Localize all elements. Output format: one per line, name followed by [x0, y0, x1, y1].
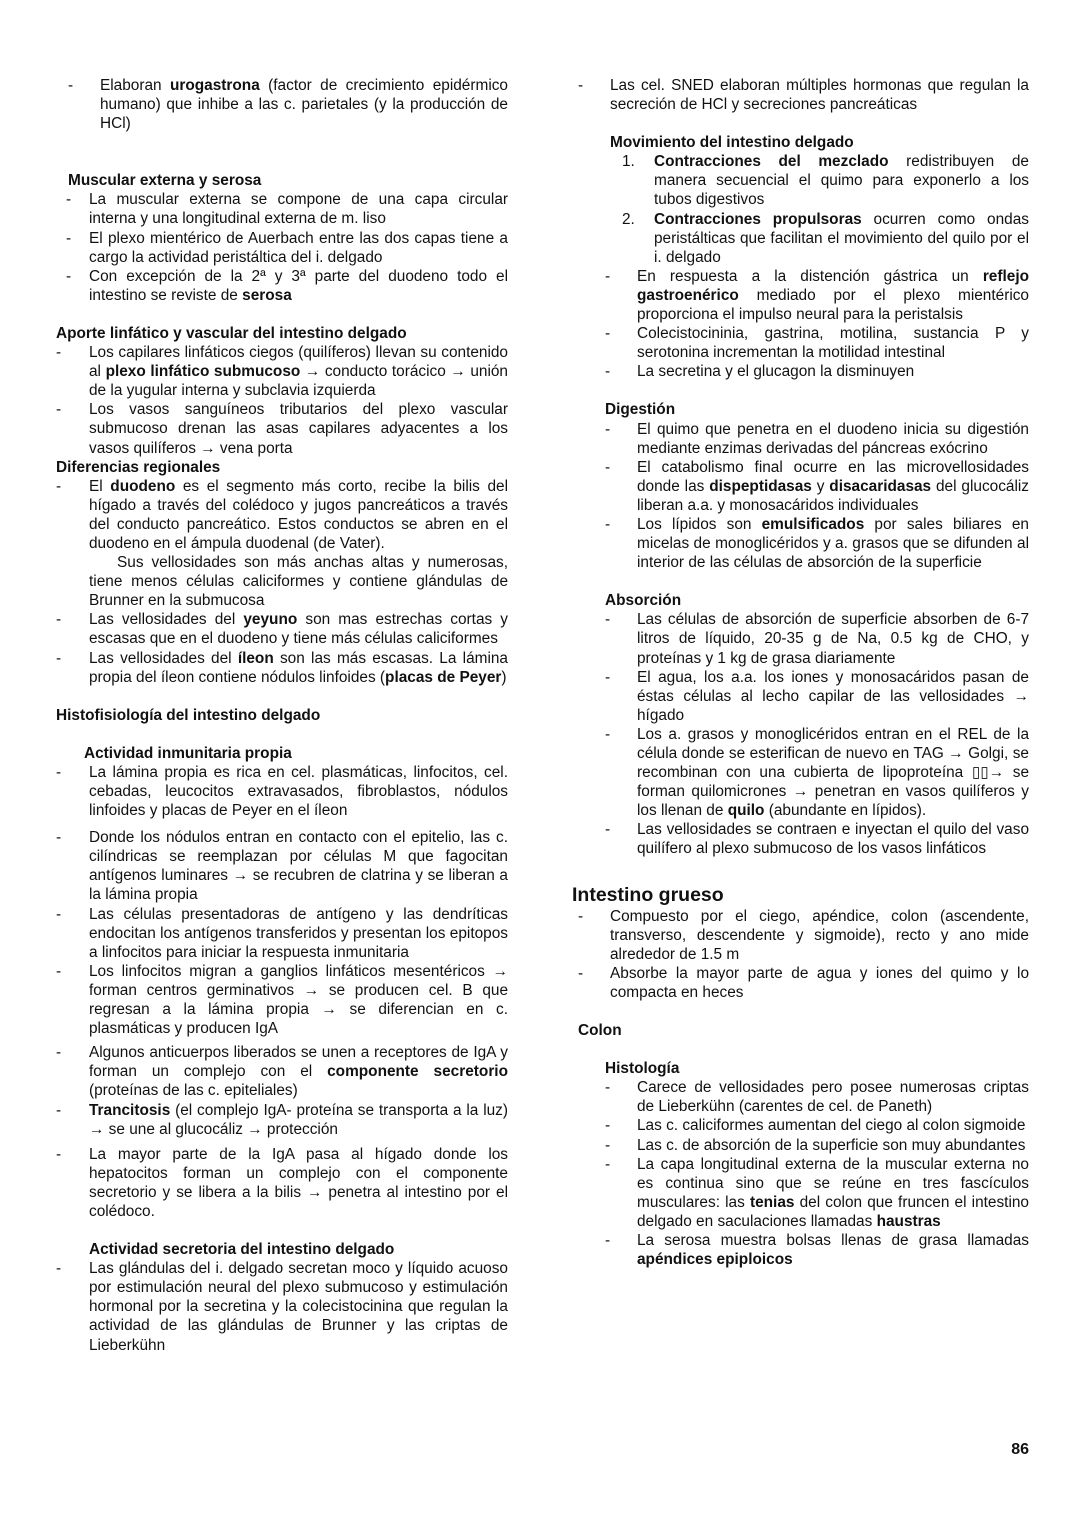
list-item: - Las glándulas del i. delgado secretan moco y líquido acuoso por estimulación neural del plexo submucoso y estimulación hormonal por la secretina y la colecistocinina que regulan la actividad de las glándulas de Brunner y las criptas de Lieberkühn: [56, 1260, 508, 1354]
list-item: - Los a. grasos y monoglicéridos entran en el REL de la célula donde se esterifican de nuevo en TAG → Golgi, se recombinan con una cubierta de lipoproteína ▯▯→ se forman quilomicrones → penetran en vasos quilíferos y los llenan de quilo (abundante en lípidos).: [605, 725, 1029, 820]
list-item: - Compuesto por el ciego, apéndice, colon (ascendente, transverso, descendente y sigmoide), recto y ano mide alrededor de 1.5 m: [578, 907, 1029, 963]
list-item: - La mayor parte de la IgA pasa al hígado donde los hepatocitos forman un complejo con el componente secretorio y se libera a la bilis → penetra al intestino por el colédoco.: [56, 1145, 508, 1220]
list-item: - Algunos anticuerpos liberados se unen a receptores de IgA y forman un complejo con el componente secretorio (proteínas de las c. epiteliales): [56, 1044, 508, 1100]
list-item: - Los linfocitos migran a ganglios linfáticos mesentéricos → forman centros germinativos → se producen cel. B que regresan a la lámina propia → se diferencian en c. plasmáticas y producen IgA: [56, 962, 508, 1038]
list-item: - El quimo que penetra en el duodeno inicia su digestión mediante enzimas derivadas del páncreas exócrino: [605, 420, 1029, 457]
list-item: - Colecistocininia, gastrina, motilina, sustancia P y serotonina incrementan la motilidad intestinal: [605, 325, 1029, 362]
list-item-ileon: - Las vellosidades del íleon son las más escasas. La lámina propia del íleon contiene nódulos linfoides (placas de Peyer): [56, 649, 508, 686]
list-item: - Las c. caliciformes aumentan del ciego al colon sigmoide: [605, 1117, 1026, 1135]
heading-intestino-grueso: Intestino grueso: [572, 883, 724, 906]
list-item: - La lámina propia es rica en cel. plasmáticas, linfocitos, cel. cebadas, leucocitos extravasados, fibroblastos, nódulos linfoides y placas de Peyer en el íleon: [56, 763, 508, 820]
list-item: - Las células presentadoras de antígeno y las dendríticas endocitan los antígenos transferidos y presentan los epitopos a linfocitos para iniciar la respuesta inmunitaria: [56, 905, 508, 961]
list-item: - Las vellosidades se contraen e inyectan el quilo del vaso quilífero al plexo submucoso de los vasos linfáticos: [605, 821, 1029, 858]
list-item: - Las c. de absorción de la superficie son muy abundantes: [605, 1136, 1026, 1154]
list-item: - La secretina y el glucagon la disminuyen: [605, 363, 915, 381]
list-item: - En respuesta a la distención gástrica un reflejo gastroenérico mediado por el plexo mientérico proporciona el impulso neural para la peristalsis: [605, 267, 1029, 324]
numbered-item: 1. Contracciones del mezclado redistribuyen de manera secuencial el quimo para exponerlo a los tubos digestivos: [622, 153, 1029, 209]
heading-absorcion: Absorción: [605, 592, 682, 610]
list-item: - Los vasos sanguíneos tributarios del plexo vascular submucoso drenan las asas capilares adyacentes a los vasos quilíferos → vena porta: [56, 401, 508, 457]
list-item: - Los lípidos son emulsificados por sales biliares en micelas de monoglicéridos y a. grasos que se difunden al interior de las células de absorción de la superficie: [605, 515, 1029, 572]
list-item: - Trancitosis (el complejo IgA- proteína se transporta a la luz) → se une al glucocáliz → protección: [56, 1101, 508, 1138]
list-item-duodeno: - El duodeno es el segmento más corto, recibe la bilis del hígado a través del colédoco y jugos pancreáticos a través del conducto pancreático. Estos conductos se abren en el duodeno en el ámpula duodenal (de Vater). Sus vellosidades son más anchas altas y numerosas, tiene menos células caliciformes y contiene glándulas de Brunner en la submucosa: [56, 477, 508, 610]
heading-aporte-linfatico: Aporte linfático y vascular del intestino delgado: [56, 324, 407, 342]
page-number: 86: [1011, 1441, 1029, 1458]
list-item: - Las células de absorción de superficie absorben de 6-7 litros de líquido, 20-35 g de Na, 0.5 kg de CHO, y proteínas y 1 kg de grasa diariamente: [605, 611, 1029, 667]
list-item: - El agua, los a.a. los iones y monosacáridos pasan de éstas células al lecho capilar de las vellosidades → hígado: [605, 668, 1029, 724]
heading-muscular-externa: Muscular externa y serosa: [68, 172, 262, 190]
heading-histologia: Histología: [605, 1060, 680, 1078]
list-item: - La serosa muestra bolsas llenas de grasa llamadas apéndices epiploicos: [605, 1231, 1029, 1269]
list-item: - Carece de vellosidades pero posee numerosas criptas de Lieberkühn (carentes de cel. de Paneth): [605, 1079, 1029, 1116]
heading-digestion: Digestión: [605, 401, 676, 419]
numbered-item: 2. Contracciones propulsoras ocurren como ondas peristálticas que facilitan el movimiento del quilo por el i. delgado: [622, 210, 1029, 266]
left-column: [56, 76, 508, 1355]
heading-histofisiologia: Histofisiología del intestino delgado: [56, 706, 321, 724]
right-column: [572, 76, 1029, 1269]
heading-colon: Colon: [578, 1022, 622, 1040]
list-item: - Donde los nódulos entran en contacto con el epitelio, las c. cilíndricas se reemplazan por células M que fagocitan antígenos luminares → se recubren de clatrina y se liberan a la lámina propia: [56, 829, 508, 904]
list-item: - Absorbe la mayor parte de agua y iones del quimo y lo compacta en heces: [578, 964, 1029, 1001]
heading-actividad-inmunitaria: Actividad inmunitaria propia: [84, 744, 292, 762]
heading-movimiento: Movimiento del intestino delgado: [610, 134, 854, 152]
heading-actividad-secretoria: Actividad secretoria del intestino delgado: [89, 1241, 395, 1259]
list-item: - La capa longitudinal externa de la muscular externa no es continua sino que se reúne en tres fascículos musculares: las tenias del colon que fruncen el intestino delgado en saculaciones llamadas haustras: [605, 1155, 1029, 1230]
list-item-yeyuno: - Las vellosidades del yeyuno son mas estrechas cortas y escasas que en el duodeno y tiene más células caliciformes: [56, 611, 508, 648]
list-item: - El catabolismo final ocurre en las microvellosidades donde las dispeptidasas y disacaridasas del glucocáliz liberan a.a. y monosacáridos individuales: [605, 458, 1029, 514]
heading-diferencias-regionales: Diferencias regionales: [56, 458, 221, 476]
list-item: - Con excepción de la 2ª y 3ª parte del duodeno todo el intestino se reviste de serosa: [66, 267, 508, 304]
list-item: - La muscular externa se compone de una capa circular interna y una longitudinal externa de m. liso: [66, 191, 508, 228]
list-item: - Las cel. SNED elaboran múltiples hormonas que regulan la secreción de HCl y secreciones pancreáticas: [578, 77, 1029, 114]
list-item: - El plexo mientérico de Auerbach entre las dos capas tiene a cargo la actividad peristáltica del i. delgado: [66, 229, 508, 266]
list-item-urogastrona: - Elaboran urogastrona (factor de crecimiento epidérmico humano) que inhibe a las c. parietales (y la producción de HCl): [68, 77, 508, 133]
list-item: - Los capilares linfáticos ciegos (quilíferos) llevan su contenido al plexo linfático submucoso → conducto torácico → unión de la yugular interna y subclavia izquierda: [56, 344, 508, 400]
